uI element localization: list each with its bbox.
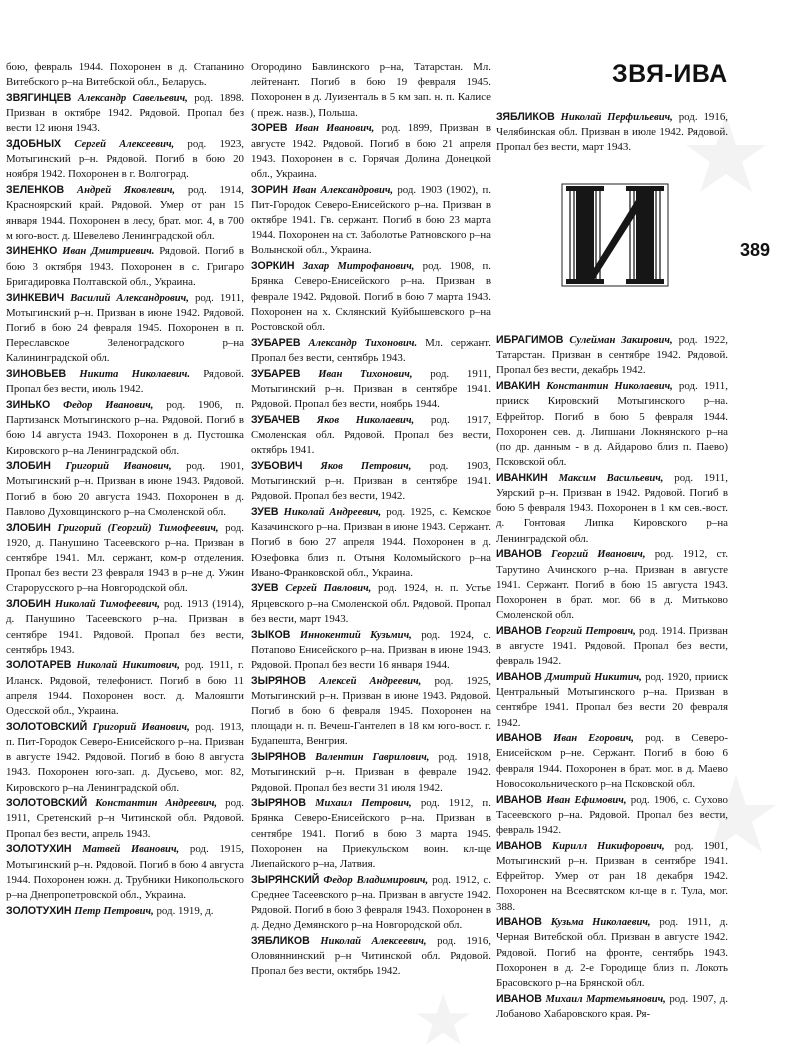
page-number: 389: [740, 240, 771, 260]
entry-given-names: Алексей Андреевич,: [319, 675, 422, 687]
entry-surname: ЗОЛОТАРЕВ: [6, 659, 72, 672]
register-entry: [496, 670, 728, 731]
text-column-middle: [251, 60, 491, 980]
entry-surname: ЗВЯГИНЦЕВ: [6, 91, 72, 104]
entry-details: род. 1907, д. Лобаново Хабаровского края. Ря-: [496, 992, 729, 1020]
register-entry: [251, 459, 491, 505]
entry-given-names: Яков Николаевич,: [316, 414, 415, 426]
entry-details: род. 1922, Татарстан. Призван в сентябре 1942. Рядовой. Пропал без вести, декабрь 1942.: [496, 334, 728, 377]
register-entry: [6, 183, 244, 244]
entry-surname: ЗЫРЯНОВ: [251, 797, 306, 810]
register-entry: [6, 521, 244, 597]
register-entry: [6, 658, 244, 719]
entry-given-names: Иван Егорович,: [553, 733, 634, 745]
entry-surname: ЗЕЛЕНКОВ: [6, 184, 65, 197]
entry-given-names: Константин Андреевич,: [95, 798, 218, 810]
entry-surname: ЗОРЕВ: [251, 122, 288, 135]
entry-details: род. 1913 (1914), д. Панушино Тасеевского р–на. Призван в сентябре 1941. Рядовой. Пропал без вести, сентябрь 1943.: [6, 598, 245, 656]
register-entry: [251, 628, 491, 674]
entry-given-names: Михаил Мартемьянович,: [545, 993, 666, 1005]
register-entry: [251, 873, 491, 934]
register-entry: [6, 459, 244, 520]
entry-details: род. 1899, Призван в августе 1942. Рядовой. Погиб в бою 21 апреля 1943. Похоронен в с. Горячая Долина Донецкой обл., Украина.: [251, 122, 491, 180]
entry-details: род. 1911, д. Черная Витебской обл. Призван в августе 1942. Рядовой. Погиб на фронте, сентябрь 1943. Похоронен в д. 2-е Городище близ п. Локоть Брасовского р–на Брянской обл.: [496, 916, 728, 990]
register-entry: [251, 505, 491, 581]
entry-surname: ИВАНОВ: [496, 793, 542, 806]
entry-surname: ИВАНОВ: [496, 732, 542, 745]
register-entry: [496, 839, 728, 915]
entry-surname: ЗДОБНЫХ: [6, 138, 62, 151]
entry-surname: ЗЫРЯНОВ: [251, 751, 306, 764]
register-entry: [6, 291, 244, 367]
entry-surname: ИВАНОВ: [496, 670, 542, 683]
register-entry: [496, 624, 728, 670]
entry-details: род. 1917, Смоленская обл. Рядовой. Пропал без вести, октябрь 1941.: [251, 413, 492, 457]
register-entry: [251, 750, 491, 796]
entry-surname: ЗЛОБИН: [6, 598, 51, 611]
entry-surname: ИВАНОВ: [496, 839, 542, 852]
entry-details: род. 1920, д. Панушино Тасеевского р–на. Призван в сентябре 1941. Мл. сержант, ком-р отделения. Пропал без вести 23 февраля 1943 в р–не д. Ужин Старорусского р–на Новгородской обл.: [6, 521, 244, 595]
entry-surname: ЗУБАЧЕВ: [251, 413, 301, 426]
entry-surname: ЗОЛОТУХИН: [6, 904, 72, 917]
register-entry: [496, 793, 728, 839]
entry-given-names: Никита Николаевич.: [79, 369, 190, 381]
register-entry: [6, 244, 244, 290]
register-entry: [496, 110, 728, 156]
register-entry: [251, 60, 491, 121]
entry-given-names: Кузьма Николаевич,: [550, 917, 651, 929]
entry-given-names: Василий Александрович,: [70, 292, 189, 304]
entry-details: род. 1916, Челябинская обл. Призван в июле 1942. Рядовой. Пропал без вести, март 1943.: [496, 111, 728, 154]
entry-details: род. 1911, Мотыгинский р–н. Призван в сентябре 1941. Рядовой. Пропал без вести, ноябрь 1944.: [251, 367, 491, 410]
entry-details: род. 1906, с. Сухово Тасеевского р–на. Рядовой. Пропал без вести, февраль 1942.: [496, 793, 728, 836]
entry-surname: ЗОРКИН: [251, 260, 295, 273]
entry-details: род. 1911, г. Иланск. Рядовой, телефонист. Погиб в бою 11 апреля 1944. Похоронен вост. д. Малояшти Одесской обл., Украина.: [6, 659, 244, 718]
entry-details: род. 1906, п. Партизанск Мотыгинского р–на. Рядовой. Погиб в бою 14 августа 1943. Похоронен в д. Пустошка Кировского р–на Ленинградской обл.: [6, 398, 244, 457]
register-entry: [251, 121, 491, 182]
entry-details: род. 1912, ст. Тарутино Ачинского р–на. Призван в августе 1941. Сержант. Погиб в бою 15 августа 1943. Похоронен в брат. мог. 66 в д. Митьково Смоленской обл.: [496, 548, 728, 622]
entry-details: род. 1903, Мотыгинский р–н. Призван в сентябре 1941. Рядовой. Пропал без вести, 1942.: [251, 459, 491, 503]
entry-details: род. 1918, Мотыгинский р–н. Призван в феврале 1942. Рядовой. Пропал без вести 31 июля 1942.: [251, 751, 491, 794]
entry-surname: ЗОЛОТУХИН: [6, 843, 72, 856]
entry-given-names: Николай Никитович,: [76, 660, 180, 672]
entry-surname: ЗУЕВ: [251, 582, 279, 595]
entry-surname: ЗЯБЛИКОВ: [496, 111, 555, 123]
entry-details: род. 1919, д.: [153, 904, 214, 917]
entry-given-names: Яков Петрович,: [320, 460, 412, 472]
entry-surname: ЗИНОВЬЕВ: [6, 368, 67, 381]
page-range-header: ЗВЯ-ИВА: [612, 60, 728, 88]
entry-given-names: Дмитрий Никитич,: [545, 671, 642, 683]
section-letter-i-icon: [560, 180, 670, 290]
entry-details: Огородино Бавлинского р–на, Татарстан. Мл. лейтенант. Погиб в бою 19 февраля 1945. Похоронен в д. Луизенталь в 5 км зап. н. п. Калисе ( преж. назв.), Польша.: [251, 61, 491, 119]
entry-given-names: Иван Дмитриевич.: [62, 246, 155, 258]
entry-details: род. 1901, Мотыгинский р–н. Призван в июне 1943. Рядовой. Погиб в бою 20 августа 1943. Похоронен в д. Павлово Духовщинского р–на Смоленской обл.: [6, 460, 244, 518]
entry-given-names: Максим Васильевич,: [558, 472, 664, 484]
register-entry: [6, 137, 244, 183]
entry-given-names: Андрей Яковлевич,: [77, 185, 176, 197]
entry-surname: ЗЯБЛИКОВ: [251, 935, 310, 948]
entry-given-names: Николай Алексеевич,: [320, 936, 427, 948]
entry-surname: ЗЫРЯНОВ: [251, 674, 306, 687]
entry-surname: ИВАНКИН: [496, 471, 548, 484]
entry-details: род. 1908, п. Брянка Северо-Енисейского р–на. Призван в феврале 1942. Рядовой. Погиб в бою 7 марта 1943. Похоронен на х. Склянский Куйбышевского р–на Ростовской обл.: [251, 260, 491, 333]
entry-details: род. 1920, прииск Центральный Мотыгинского р–на. Призван в сентябре 1941. Пропал без вести 20 февраля 1942.: [496, 670, 728, 729]
entry-details: род. 1912, с. Среднее Тасеевского р–на. Призван в августе 1942. Рядовой. Погиб в бою 3 февраля 1943. Похоронен в д. Дедно Демянского р–на Новгородской обл.: [251, 873, 491, 932]
entry-details: род. 1913, п. Пит-Городок Северо-Енисейского р–на. Призван в августе 1942. Рядовой. Погиб в бою 8 августа 1943. Похоронен юго-зап. д. Дусьево, мог. 82, Кировского р–на Ленинградской обл.: [6, 720, 244, 794]
register-entry: [6, 597, 244, 658]
entry-details: род. 1925, с. Кемское Казачинского р–на. Призван в июне 1943. Сержант. Погиб в бою 27 апреля 1944. Похоронен в д. Юзефовка близ п. Отыня Коломыйского р–на Ивано-Франковской обл., Украина.: [251, 505, 491, 579]
register-entry: [6, 720, 244, 796]
entry-details: бою, февраль 1944. Похоронен в д. Стапанино Витебского р–на Витебской обл., Беларусь.: [6, 61, 244, 89]
entry-surname: ЗЫРЯНСКИЙ: [251, 873, 320, 886]
entry-details: род. 1912, п. Брянка Северо-Енисейского р–на. Призван в сентябре 1941. Погиб в бою 3 марта 1945. Похоронен на Приекульском воин. кл-ще Лиепайского р–на, Латвия.: [251, 797, 491, 871]
entry-given-names: Михаил Петрович,: [315, 798, 412, 810]
entry-surname: ЗИНКЕВИЧ: [6, 291, 65, 304]
register-entry: [251, 581, 491, 627]
register-entry: [251, 336, 491, 366]
entry-surname: ЗЫКОВ: [251, 628, 291, 641]
entry-given-names: Григорий Иванович,: [92, 721, 190, 733]
entry-details: род. 1911, Мотыгинский р–н. Призван в июне 1942. Рядовой. Погиб в бою 24 февраля 1945. Похоронен в п. Переславское Зеленоградского р–на Калининградской обл.: [6, 291, 244, 365]
entry-details: род. в Северо-Енисейском р–не. Сержант. Погиб в бою 6 февраля 1944. Похоронен в брат. мог. в д. Маево Новосокольнического р–на Псковской обл.: [496, 732, 728, 790]
entry-given-names: Иннокентий Кузьмич,: [299, 629, 412, 641]
entry-details: род. 1915, Мотыгинский р–н. Рядовой. Погиб в бою 4 августа 1944. Похоронен южн. д. Трубники Никопольского р–на Днепропетровской обл., Украина.: [6, 843, 244, 901]
register-entry: [251, 367, 491, 413]
entry-given-names: Федор Иванович,: [63, 399, 154, 411]
entry-surname: ИВАНОВ: [496, 992, 542, 1005]
entry-surname: ЗОРИН: [251, 183, 289, 196]
register-entry: [6, 904, 244, 919]
entry-surname: ИВАНОВ: [496, 916, 542, 929]
entry-details: род. 1924, с. Потапово Енисейского р–на. Призван в июне 1943. Рядовой. Пропал без вести 16 января 1944.: [251, 628, 491, 671]
entry-details: род. 1901, Мотыгинский р–н. Призван в сентябре 1941. Ефрейтор. Умер от ран 18 декабря 1942. Похоронен на Всесвятском кл-ще в г. Тула, мог. 388.: [496, 839, 728, 913]
register-entry: [496, 915, 728, 991]
register-entry: [251, 413, 491, 459]
text-column-right: [496, 333, 728, 1023]
entry-given-names: Иван Александрович,: [292, 184, 394, 196]
entry-surname: ЗОЛОТОВСКИЙ: [6, 797, 88, 810]
entry-given-names: Валентин Гаврилович,: [315, 752, 430, 764]
register-entry: [6, 91, 244, 137]
entry-details: род. 1925, Мотыгинский р–н. Призван в июне 1943. Рядовой. Погиб в бою 6 февраля 1945. Похоронен на площади н. п. Вечеш-Гантелеп в 18 км юго-вост. г. Будапешта, Венгрия.: [251, 674, 491, 748]
text-column-left: [6, 60, 244, 919]
entry-details: род. 1924, н. п. Устье Ярцевского р–на Смоленской обл. Рядовой. Пропал без вести, март 1943.: [251, 582, 491, 625]
entry-surname: ЗЛОБИН: [6, 460, 51, 473]
star-watermark-icon: [400, 990, 500, 1050]
entry-given-names: Константин Николаевич,: [546, 381, 673, 393]
entry-details: Рядовой. Пропал без вести, июль 1942.: [6, 368, 244, 396]
register-entry: [251, 934, 491, 980]
entry-details: род. 1898. Призван в октябре 1942. Рядовой. Пропал без вести 12 июня 1943.: [6, 91, 244, 135]
entry-given-names: Иван Ефимович,: [546, 794, 627, 806]
entry-surname: ИВАНОВ: [496, 624, 542, 637]
entry-surname: ИВАКИН: [496, 380, 541, 393]
entry-given-names: Иван Иванович,: [294, 123, 375, 135]
entry-given-names: Сергей Алексеевич,: [74, 139, 175, 151]
register-entry: [251, 674, 491, 750]
entry-surname: ЗИНЕНКО: [6, 245, 58, 258]
register-entry: [6, 796, 244, 842]
register-entry: [496, 992, 728, 1022]
entry-given-names: Сергей Павлович,: [285, 583, 372, 595]
register-entry: [6, 398, 244, 459]
register-entry: [6, 842, 244, 903]
entry-surname: ИВАНОВ: [496, 548, 542, 561]
entry-surname: ИБРАГИМОВ: [496, 334, 564, 346]
entry-details: род. 1916, Оловяннинский р–н Читинской обл. Рядовой. Пропал без вести, октябрь 1942.: [251, 935, 491, 978]
entry-given-names: Петр Петрович,: [74, 905, 154, 917]
entry-surname: ЗИНЬКО: [6, 398, 51, 411]
entry-surname: ЗОЛОТОВСКИЙ: [6, 720, 88, 733]
entry-given-names: Александр Тихонович.: [308, 337, 418, 349]
entry-details: род. 1903 (1902), п. Пит-Городок Северо-Енисейского р–на. Призван в октябре 1941. Гв. сержант. Погиб в бою 23 марта 1944. Похоронен на ст. Заболотье Ратновского р–на Волынской обл., Украина.: [251, 183, 491, 257]
register-entry: [496, 471, 728, 547]
entry-given-names: Георгий Петрович,: [545, 625, 636, 637]
entry-given-names: Кирилл Никифорович,: [551, 840, 665, 852]
entry-details: род. 1911, Уярский р–н. Призван в 1942. Рядовой. Погиб в бою 5 февраля 1943. Похоронен в 1 км сев.-вост. д. Гонтовая Липка Кировского р–на Ленинградской обл.: [496, 471, 728, 545]
entry-surname: ЗЛОБИН: [6, 521, 51, 534]
entry-given-names: Александр Савельевич,: [77, 92, 188, 104]
entry-details: род. 1914, Красноярский край. Рядовой. Умер от ран 15 января 1944. Похоронен в лесу, брат. мог. 4, в 700 м юго-вост. д. Шевелево Ленинградской обл.: [6, 184, 244, 242]
entry-given-names: Иван Тихонович,: [318, 368, 413, 380]
entry-surname: ЗУЕВ: [251, 505, 279, 518]
entry-given-names: Николай Андреевич,: [283, 506, 382, 518]
entry-surname: ЗУБАРЕВ: [251, 336, 301, 349]
register-entry: [496, 333, 728, 379]
register-entry: [6, 367, 244, 397]
register-entry: [251, 796, 491, 872]
entry-details: род. 1923, Мотыгинский р–н. Рядовой. Погиб в бою 20 ноября 1942. Похоронен в г. Волгоград.: [6, 138, 244, 181]
entry-given-names: Георгий Иванович,: [551, 549, 646, 561]
register-entry: [251, 183, 491, 259]
entry-given-names: Николай Перфильевич,: [560, 112, 673, 123]
register-entry: [496, 547, 728, 623]
entry-surname: ЗУБАРЕВ: [251, 367, 301, 380]
entry-details: Мл. сержант. Пропал без вести, сентябрь 1943.: [251, 336, 491, 364]
entry-details: род. 1911, Сретенский р–н Читинской обл. Рядовой. Пропал без вести, апрель 1943.: [6, 797, 244, 840]
entry-given-names: Сулейман Закирович,: [569, 335, 673, 346]
entry-details: Рядовой. Погиб в бою 3 октября 1943. Похоронен в с. Григаро Бригадировка Полтавской обл., Украина.: [6, 245, 244, 288]
register-entry: [496, 379, 728, 470]
entry-surname: ЗУБОВИЧ: [251, 459, 303, 472]
entry-details: род. 1914. Призван в августе 1941. Рядовой. Пропал без вести, февраль 1942.: [496, 624, 728, 668]
entry-given-names: Федор Владимирович,: [323, 874, 429, 886]
text-column-right-top: [496, 110, 728, 156]
entry-details: род. 1911, прииск Кировский Мотыгинского р–на. Ефрейтор. Погиб в бою 5 февраля 1944. Похоронен сев. д. Липшани Локнянского р–на (по др. данным - в д. Айдарово близ п. Паево) Псковской обл.: [496, 380, 728, 469]
register-entry: [496, 731, 728, 792]
register-entry: [6, 60, 244, 90]
entry-given-names: Григорий (Георгий) Тимофеевич,: [57, 522, 219, 534]
entry-given-names: Николай Тимофеевич,: [54, 599, 160, 611]
entry-given-names: Григорий Иванович,: [65, 461, 172, 473]
entry-given-names: Захар Митрофанович,: [302, 261, 415, 273]
entry-given-names: Матвей Иванович,: [82, 844, 180, 856]
register-entry: [251, 259, 491, 335]
